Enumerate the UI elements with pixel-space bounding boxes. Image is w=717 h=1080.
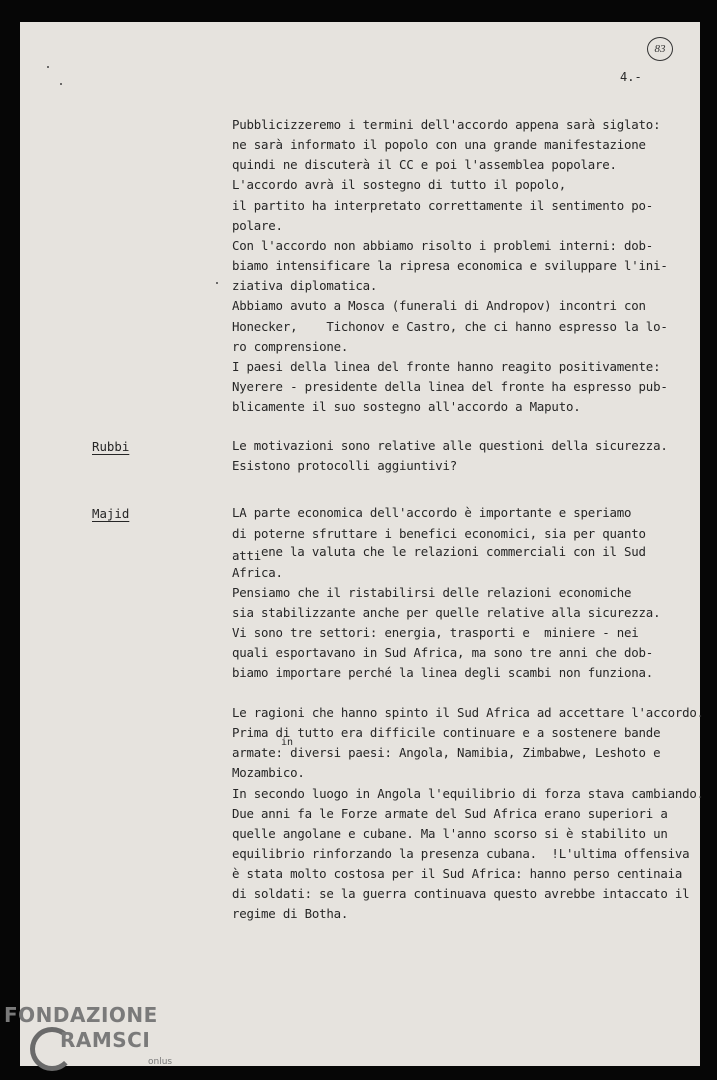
text-line: è stata molto costosa per il Sud Africa: hanno perso centinaia	[232, 866, 683, 881]
text-line-raised: ene la valuta che le relazioni commerciali con il Sud	[261, 544, 646, 559]
paper-speck	[47, 66, 49, 68]
text-line: sia stabilizzante anche per quelle relative alla sicurezza.	[232, 605, 661, 620]
text-line: atti	[232, 548, 262, 563]
text-line: armate: diversi paesi: Angola, Namibia, Zimbabwe, Leshoto e	[232, 745, 661, 760]
text-line: Due anni fa le Forze armate del Sud Africa erano superiori a	[232, 806, 668, 821]
text-line: ne sarà informato il popolo con una grande manifestazione	[232, 137, 646, 152]
text-line: ziativa diplomatica.	[232, 278, 378, 293]
text-line: biamo intensificare la ripresa economica e sviluppare l'ini-	[232, 258, 668, 273]
text-line: Pensiamo che il ristabilirsi delle relazioni economiche	[232, 585, 632, 600]
text-line: blicamente il suo sostegno all'accordo a Maputo.	[232, 399, 581, 414]
paper-speck	[216, 282, 218, 284]
handwritten-page-number: 83	[647, 37, 673, 61]
text-line: biamo importare perché la linea degli scambi non funziona.	[232, 665, 654, 680]
text-line: Prima di tutto era difficile continuare e a sostenere bande	[232, 725, 661, 740]
text-line: il partito ha interpretato correttamente il sentimento po-	[232, 198, 654, 213]
speaker-name: Rubbi	[92, 439, 130, 454]
text-line: Le ragioni che hanno spinto il Sud Africa ad accettare l'accordo.	[232, 705, 704, 720]
handwritten-insert: in	[281, 737, 294, 748]
text-line: di soldati: se la guerra continuava questo avrebbe intaccato il	[232, 886, 690, 901]
page-number: 4.-	[620, 70, 642, 84]
text-line: Nyerere - presidente della linea del fronte ha espresso pub-	[232, 379, 668, 394]
watermark-line2: RAMSCI	[60, 1028, 151, 1052]
text-line: regime di Botha.	[232, 906, 349, 921]
text-line: Pubblicizzeremo i termini dell'accordo appena sarà siglato:	[232, 117, 661, 132]
text-line: Le motivazioni sono relative alle questioni della sicurezza.	[232, 438, 668, 453]
text-line: Honecker, Tichonov e Castro, che ci hanno espresso la lo-	[232, 319, 668, 334]
text-line: Esistono protocolli aggiuntivi?	[232, 458, 458, 473]
text-line: quali esportavano in Sud Africa, ma sono tre anni che dob-	[232, 645, 654, 660]
text-line: Abbiamo avuto a Mosca (funerali di Andropov) incontri con	[232, 298, 646, 313]
text-line: Vi sono tre settori: energia, trasporti e miniere - nei	[232, 625, 639, 640]
text-line: In secondo luogo in Angola l'equilibrio di forza stava cambiando.	[232, 786, 704, 801]
text-line: di poterne sfruttare i benefici economici, sia per quanto	[232, 526, 646, 541]
speaker-name: Majid	[92, 506, 130, 521]
watermark-line3: onlus	[148, 1057, 173, 1067]
text-line: I paesi della linea del fronte hanno reagito positivamente:	[232, 359, 661, 374]
text-line: LA parte economica dell'accordo è importante e speriamo	[232, 505, 632, 520]
text-line: quelle angolane e cubane. Ma l'anno scorso si è stabilito un	[232, 826, 668, 841]
text-line: equilibrio rinforzando la presenza cubana. !L'ultima offensiva	[232, 846, 690, 861]
text-line: Africa.	[232, 565, 283, 580]
paper-speck	[60, 83, 62, 85]
text-line: Con l'accordo non abbiamo risolto i problemi interni: dob-	[232, 238, 654, 253]
text-line: polare.	[232, 218, 283, 233]
text-line: L'accordo avrà il sostegno di tutto il popolo,	[232, 177, 566, 192]
text-line: quindi ne discuterà il CC e poi l'assemblea popolare.	[232, 157, 617, 172]
text-line: Mozambico.	[232, 765, 305, 780]
watermark-line1: FONDAZIONE	[4, 1003, 158, 1027]
text-line: ro comprensione.	[232, 339, 349, 354]
